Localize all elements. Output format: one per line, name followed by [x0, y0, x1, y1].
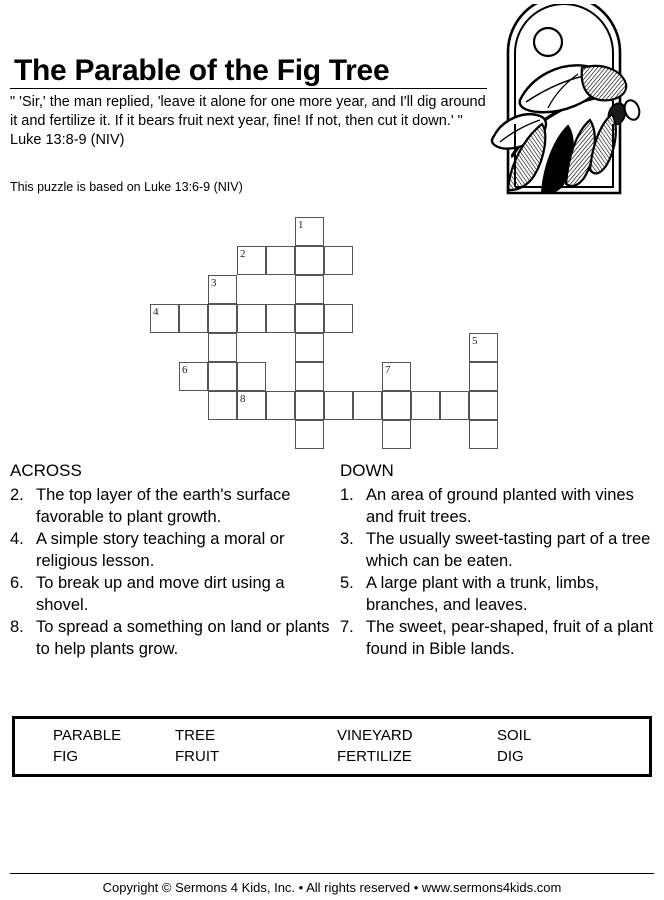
clue-number: 5.	[340, 574, 354, 592]
crossword-clue-number: 3	[211, 277, 217, 289]
crossword-cell[interactable]	[266, 304, 295, 333]
crossword-cell-7[interactable]	[382, 362, 411, 391]
crossword-cell[interactable]	[382, 391, 411, 420]
clue-number: 7.	[340, 618, 354, 636]
word-bank-word: FIG	[53, 748, 78, 765]
crossword-cell[interactable]	[411, 391, 440, 420]
puzzle-source-note: This puzzle is based on Luke 13:6-9 (NIV)	[10, 180, 243, 194]
crossword-cell[interactable]	[208, 333, 237, 362]
crossword-cell[interactable]	[208, 362, 237, 391]
clue-item	[10, 573, 332, 616]
crossword-cell[interactable]	[469, 420, 498, 449]
clue-number: 6.	[10, 574, 24, 592]
clue-number: 3.	[340, 530, 354, 548]
crossword-cell[interactable]	[440, 391, 469, 420]
clue-item	[340, 573, 660, 616]
clue-item	[340, 617, 660, 660]
crossword-cell[interactable]	[295, 333, 324, 362]
crossword-cell[interactable]	[295, 246, 324, 275]
crossword-cell[interactable]	[469, 362, 498, 391]
across-clues	[10, 460, 332, 661]
clue-number: 1.	[340, 486, 354, 504]
word-bank-word: DIG	[497, 748, 524, 765]
word-bank-word: FERTILIZE	[337, 748, 412, 765]
across-heading: ACROSS	[10, 461, 82, 480]
crossword-clue-number: 6	[182, 364, 188, 376]
clue-number: 4.	[10, 530, 24, 548]
crossword-clue-number: 2	[240, 248, 246, 260]
down-clue-list	[340, 485, 660, 660]
copyright-footer: Copyright © Sermons 4 Kids, Inc. • All rights reserved • www.sermons4kids.com	[102, 880, 562, 895]
down-heading: DOWN	[340, 461, 394, 480]
clue-text: To spread a something on land or plants to help plants grow.	[36, 618, 330, 658]
crossword-cell-1[interactable]	[295, 217, 324, 246]
crossword-cell[interactable]	[208, 391, 237, 420]
crossword-cell[interactable]	[324, 391, 353, 420]
word-bank-word: FRUIT	[175, 748, 220, 765]
crossword-clue-number: 5	[472, 335, 478, 347]
crossword-cell-2[interactable]	[237, 246, 266, 275]
crossword-cell[interactable]	[382, 420, 411, 449]
crossword-cell[interactable]	[179, 304, 208, 333]
clue-text: The usually sweet-tasting part of a tree which can be eaten.	[366, 530, 651, 570]
fig-branch-illustration	[486, 4, 662, 196]
word-bank	[12, 716, 652, 777]
moon-circle	[534, 28, 562, 56]
word-bank-row	[15, 725, 649, 746]
scripture-text: " 'Sir,' the man replied, 'leave it alone for one more year, and I'll dig around it and fertilize it. If it bears fruit next year, fine! If not, then cut it down.' "	[10, 94, 486, 129]
crossword-clue-number: 1	[298, 219, 304, 231]
crossword-clue-number: 8	[240, 393, 246, 405]
across-clue-list	[10, 485, 332, 660]
crossword-cell-8[interactable]	[237, 391, 266, 420]
crossword-cell[interactable]	[266, 246, 295, 275]
crossword-cell-4[interactable]	[150, 304, 179, 333]
clue-text: A large plant with a trunk, limbs, branches, and leaves.	[366, 574, 599, 614]
clue-item	[10, 485, 332, 528]
crossword-clue-number: 4	[153, 306, 159, 318]
crossword-grid[interactable]	[150, 217, 530, 452]
word-bank-word: PARABLE	[53, 727, 122, 744]
clue-text: An area of ground planted with vines and fruit trees.	[366, 486, 634, 526]
clue-number: 8.	[10, 618, 24, 636]
crossword-cell[interactable]	[266, 391, 295, 420]
crossword-cell[interactable]	[469, 391, 498, 420]
clue-item	[340, 485, 660, 528]
crossword-cell[interactable]	[208, 304, 237, 333]
crossword-clue-number: 7	[385, 364, 391, 376]
clues-section	[0, 460, 664, 700]
clue-text: A simple story teaching a moral or religious lesson.	[36, 530, 285, 570]
fig-fruit-2	[622, 98, 641, 121]
word-bank-row	[15, 746, 649, 767]
word-bank-word: VINEYARD	[337, 727, 413, 744]
down-clues	[340, 460, 660, 661]
clue-item	[340, 529, 660, 572]
word-bank-word: TREE	[175, 727, 216, 744]
crossword-cell[interactable]	[324, 304, 353, 333]
clue-number: 2.	[10, 486, 24, 504]
clue-text: The top layer of the earth's surface favorable to plant growth.	[36, 486, 291, 526]
crossword-cell[interactable]	[295, 304, 324, 333]
clue-text: The sweet, pear-shaped, fruit of a plant found in Bible lands.	[366, 618, 654, 658]
word-bank-word: SOIL	[497, 727, 532, 744]
clue-item	[10, 617, 332, 660]
crossword-cell[interactable]	[353, 391, 382, 420]
footer-divider	[10, 873, 654, 874]
crossword-cell[interactable]	[237, 304, 266, 333]
crossword-cell-6[interactable]	[179, 362, 208, 391]
title-divider	[10, 88, 487, 89]
clue-item	[10, 529, 332, 572]
page-title: The Parable of the Fig Tree	[14, 54, 390, 88]
crossword-cell[interactable]	[295, 420, 324, 449]
crossword-cell[interactable]	[295, 275, 324, 304]
crossword-cell[interactable]	[237, 362, 266, 391]
crossword-cell[interactable]	[324, 246, 353, 275]
clue-text: To break up and move dirt using a shovel.	[36, 574, 285, 614]
crossword-cell-5[interactable]	[469, 333, 498, 362]
scripture-reference: Luke 13:8-9 (NIV)	[10, 132, 125, 148]
scripture-quote	[10, 93, 490, 150]
crossword-cell[interactable]	[295, 362, 324, 391]
crossword-cell-3[interactable]	[208, 275, 237, 304]
crossword-cell[interactable]	[295, 391, 324, 420]
